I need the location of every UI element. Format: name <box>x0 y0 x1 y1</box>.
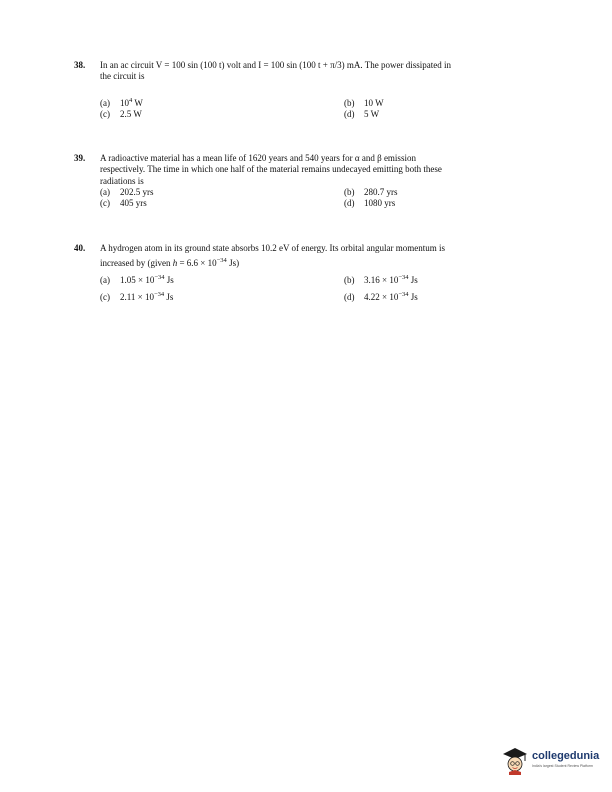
option-b: (b) 10 W <box>344 97 384 108</box>
question-number: 40. <box>74 243 86 253</box>
logo-tagline: India's largest Student Review Platform <box>532 764 593 768</box>
question-text: A radioactive material has a mean life of 1620 years and 540 years for α and β emission respectively. The time in which one half of the material remains undecayed emitting both these radiations is <box>100 153 442 186</box>
question-text: In an ac circuit V = 100 sin (100 t) volt and I = 100 sin (100 t + π/3) mA. The power dissipated in the circuit is <box>100 60 451 82</box>
options <box>100 187 542 213</box>
option-c: (c) 405 yrs <box>100 197 147 208</box>
question-40 <box>74 243 542 307</box>
option-c: (c) $2.11 \times 10^{-34}$ Js <box>100 290 174 302</box>
option-a: (a) $1.05 \times 10^{-34}$ Js <box>100 273 174 285</box>
option-d: (d) 5 W <box>344 108 380 119</box>
logo-wordmark: collegedunia <box>532 750 600 762</box>
question-text: A hydrogen atom in its ground state absorbs 10.2 eV of energy. Its orbital angular momentum is increased by (given $h = 6.6 \times 10^{-34}$ Js) <box>100 243 446 269</box>
option-c: (c) 2.5 W <box>100 108 142 119</box>
options <box>100 275 542 307</box>
question-38 <box>74 60 542 124</box>
question-39 <box>74 153 542 213</box>
question-number: 38. <box>74 60 86 70</box>
option-a: (a) $10^4$ W <box>100 96 143 108</box>
option-b: (b) $3.16 \times 10^{-34}$ Js <box>344 273 418 285</box>
question-number: 39. <box>74 153 86 163</box>
graduate-mascot-icon <box>500 745 530 775</box>
options <box>100 98 542 124</box>
collegedunia-logo <box>500 745 610 775</box>
option-a: (a) 202.5 yrs <box>100 186 154 197</box>
option-d: (d) $4.22 \times 10^{-34}$ Js <box>344 290 418 302</box>
option-b: (b) 280.7 yrs <box>344 186 398 197</box>
option-d: (d) 1080 yrs <box>344 197 396 208</box>
